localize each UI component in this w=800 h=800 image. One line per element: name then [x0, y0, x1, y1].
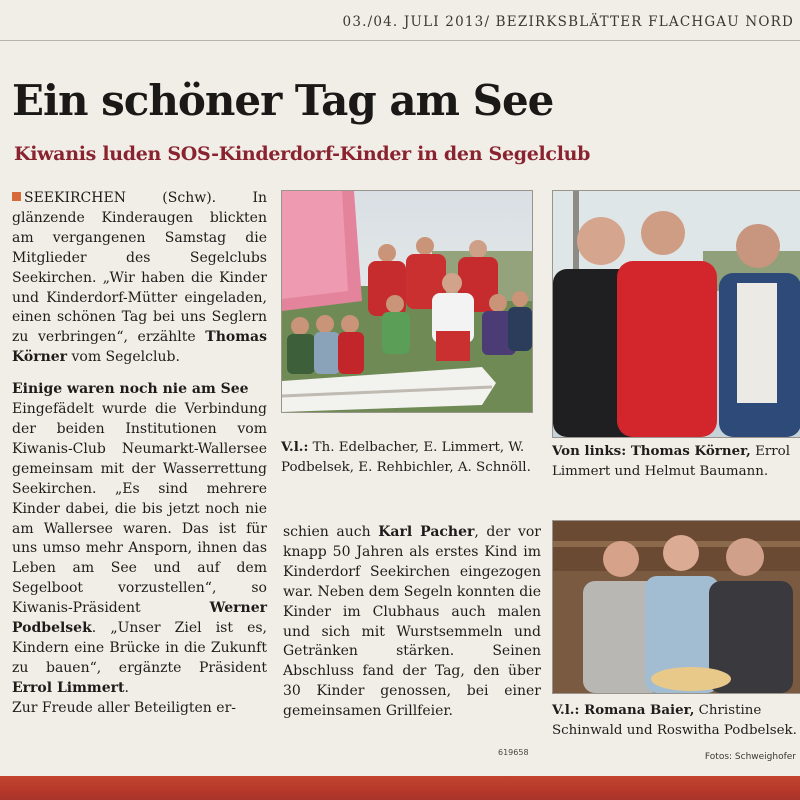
person-name: Errol Limmert [12, 679, 125, 696]
paragraph-text: (Schw). In glänzende Kinderaugen blickten am vergangenen Samstag die Mitglieder des Segelclubs Seekirchen. „Wir haben die Kinder und Kinderdorf-Mütter eingeladen, einen schönen Tag bei uns Seglern zu verbringen“, erzählte [12, 190, 267, 346]
paragraph-text: . [124, 679, 129, 696]
paragraph-2 [12, 400, 267, 699]
photo-group-sailboat-image [282, 191, 532, 412]
paragraph-text: schien auch [283, 524, 379, 540]
caption-text: Errol Limmert und Helmut Baumann. [552, 444, 791, 479]
person-name: Karl Pacher [378, 524, 475, 540]
place-name: SEEKIRCHEN [24, 190, 126, 206]
paragraph-text: Eingefädelt wurde die Verbindung der beiden Institutionen vom Kiwanis-Club Neumarkt-Wallersee gemeinsam mit der Wasserrettung Seekirchen. „Es sind mehrere Kinder dabei, die bis jetzt noch nie am Wallersee waren. Das ist für uns umso mehr Ansporn, ihnen das Leben am See und auf dem Segelboot vorzustellen“, so Kiwanis-Präsident [12, 401, 267, 617]
paragraph-text: , der vor knapp 50 Jahren als erstes Kind im Kinderdorf Seekirchen eingezogen war. Neben dem Segeln konnten die Kinder im Clubhaus auch malen und sich mit Wurstsemmeln und Getränken stärken. Seinen Abschluss fand der Tag, den über 30 Kinder genossen, bei einer gemeinsamen Grillfeier. [283, 524, 541, 720]
photo-group-sailboat [281, 190, 533, 413]
paragraph-3: Zur Freude aller Beteiligten er- [12, 699, 236, 716]
middle-text-column [283, 523, 541, 722]
bottom-color-bar [0, 776, 800, 800]
paragraph-1 [12, 189, 267, 368]
person-name: Werner Podbelsek [12, 600, 267, 637]
paragraph-text: . „Unser Ziel ist es, Kindern eine Brücke in die Zukunft zu bauen“, ergänzte Präsident [12, 620, 267, 676]
photo-caption-2 [552, 441, 800, 482]
left-text-column [12, 189, 267, 719]
photo-three-women-image [553, 521, 800, 693]
caption-text: Christine Schinwald und Roswitha Podbelsek. [552, 703, 797, 738]
photo-three-women [552, 520, 800, 694]
photo-three-men-image [553, 191, 800, 437]
article-code: 619658 [498, 748, 529, 757]
square-bullet-icon [12, 192, 21, 201]
dateline: 03./04. JULI 2013/ BEZIRKSBLÄTTER FLACHGAU NORD [342, 14, 794, 30]
section-subheading: Einige waren noch nie am See [12, 381, 249, 398]
photo-three-men [552, 190, 800, 438]
paragraph-4 [283, 523, 541, 722]
photo-caption-1 [281, 437, 531, 478]
article-subheadline: Kiwanis luden SOS-Kinderdorf-Kinder in den Segelclub [14, 143, 591, 165]
caption-prefix: Von links: Thomas Körner, [552, 443, 751, 459]
article-headline: Ein schöner Tag am See [12, 76, 554, 125]
paragraph-text: vom Segelclub. [67, 349, 180, 366]
caption-text: Th. Edelbacher, E. Limmert, W. Podbelsek, E. Rehbichler, A. Schnöll. [281, 440, 531, 475]
person-name: Thomas Körner [12, 329, 267, 366]
caption-prefix: V.l.: [281, 439, 309, 455]
photo-credit: Fotos: Schweighofer [704, 752, 796, 762]
background-ghost-print [560, 70, 800, 150]
photo-caption-3 [552, 700, 800, 741]
caption-prefix: V.l.: Romana Baier, [552, 702, 695, 718]
